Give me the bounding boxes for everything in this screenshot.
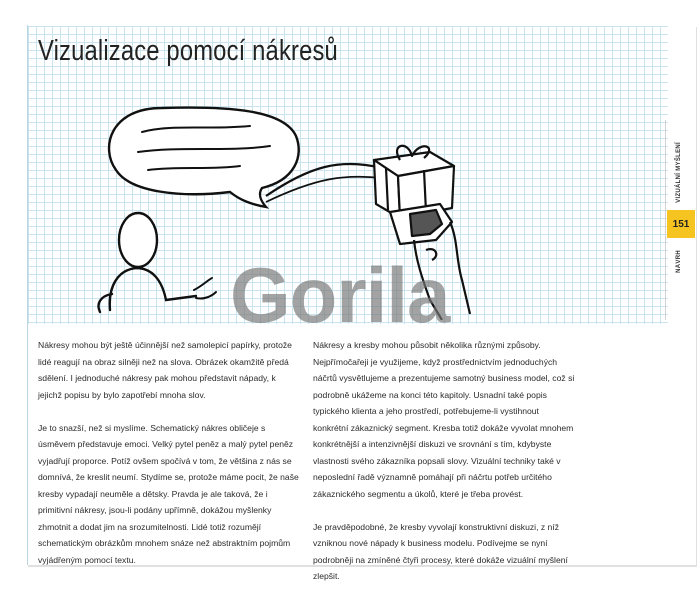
watermark-logo: Gorila (230, 251, 450, 339)
paragraph: Je to snazší, než si myslíme. Schematický nákres obličeje s úsměvem představuje emoci. Velký pytel peněz a malý pytel peněz vyjadřují proporce. Potíž ovšem spočívá v tom, že většina z nás se domnívá, že kreslit neumí. Stydíme se, protože máme pocit, že naše kresby vypadají neuměle a dětsky. Pravda je ale taková, že i primitivní nákresy, jsou-li podány upřímně, dokážou myšlenky zhmotnit a dodat jim na srozumitelnosti. Lidé totiž rozumějí schematickým obrázkům mnohem snáze než abstraktním pojmům vyjádřeným pomocí textu. (38, 422, 299, 565)
page-title: Vizualizace pomocí nákresů (38, 35, 338, 67)
side-label-bottom: NÁVRH (676, 250, 682, 273)
page-number: 151 (667, 210, 695, 238)
connector-line-lower (266, 177, 382, 202)
thinking-person-icon (99, 213, 217, 312)
text-column-left (38, 337, 300, 585)
paragraph: Nákresy mohou být ještě účinnější než samolepicí papírky, protože lidé reagují na obraz silněji než na slova. Obrázek okamžitě předá sdělení. I jednoduché nákresy pak mohou představit nápady, k jejichž popisu by bylo zapotřebí mnoha slov. (38, 340, 292, 400)
side-label-top: VIZUÁLNÍ MYŠLENÍ (676, 142, 682, 203)
text-column-right (313, 337, 575, 601)
paragraph: Je pravděpodobné, že kresby vyvolají konstruktivní diskuzi, z níž vzniknou nové nápady k business modelu. Podívejme se nyní podrobněji na zmíněné čtyři procesy, které dokáže vizuální myšlení zlepšit. (313, 521, 568, 581)
paragraph: Nákresy a kresby mohou působit několika různými způsoby. Nejpřímočařeji je využijeme, když prostřednictvím jednoduchých náčrtů vysvětlujeme a prezentujeme samotný business model, což si podrobně ukážeme na konci této kapitoly. Usnadní také popis typického klienta a jeho prostředí, potřebujeme-li vystihnout konkrétní zákaznický segment. Kresba totiž dokáže vyvolat mnohem konkrétnější a intenzivnější diskuzi ve srovnání s tím, kdybyste vlastnosti svého zákazníka popsali slovy. Vizuální techniky také v neposlední řadě významně pomáhají při náčrtu potřeb určitého zákaznického segmentu a úkolů, které je třeba provést. (313, 340, 575, 499)
